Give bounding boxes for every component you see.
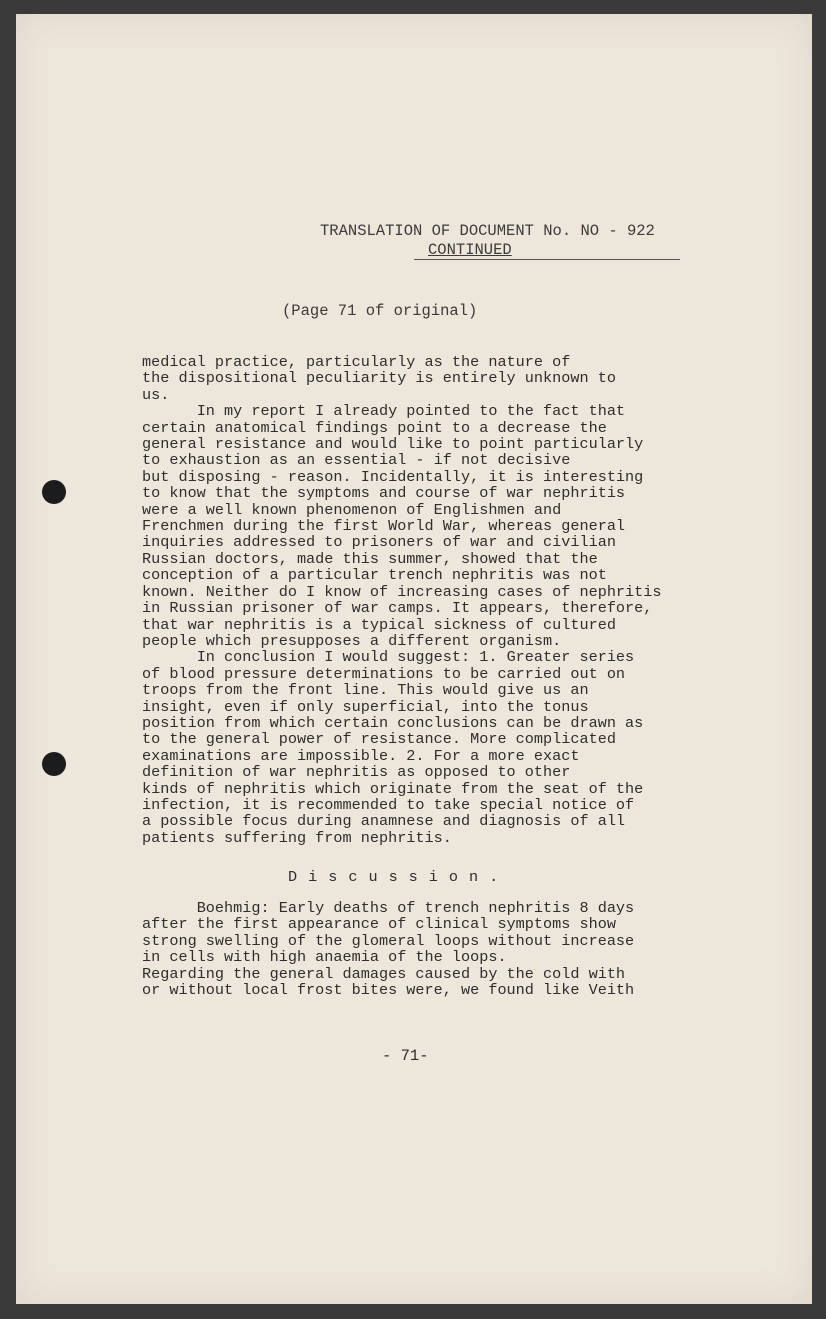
paragraph: In my report I already pointed to the fact that certain anatomical findings point to a decrease the general resistance and would like to point particularly to exhaustion as an essential - if not decisive but disposing - reason. Incidentally, it is interesting to know that the symptoms and course of war nephritis were a well known phenomenon of Englishmen and Frenchmen during the first World War, whereas general inquiries addressed to prisoners of war and civilian Russian doctors, made this summer, showed that the conception of a particular trench nephritis was not known. Neither do I know of increasing cases of nephritis in Russian prisoner of war camps. It appears, therefore, that war nephritis is a typical sickness of cultured people which presupposes a different organism. xyxy=(142,402,662,650)
paragraph: Boehmig: Early deaths of trench nephritis 8 days after the first appearance of clinical symptoms show strong swelling of the glomeral loops without increase in cells with high anaemia of the loops. Regarding the general damages caused by the cold with or without local frost bites were, we found like Veith xyxy=(142,899,635,1000)
punch-hole-top xyxy=(42,480,66,504)
paragraph: In conclusion I would suggest: 1. Greater series of blood pressure determinations to be carried out on troops from the front line. This would give us an insight, even if only superficial, into the tonus position from which certain conclusions can be drawn as to the general power of resistance. More complicated examinations are impossible. 2. For a more exact definition of war nephritis as opposed to other kinds of nephritis which originate from the seat of the infection, it is recommended to take special notice of a possible focus during anamnese and diagnosis of all patients suffering from nephritis. xyxy=(142,648,644,847)
header-continued: CONTINUED xyxy=(428,241,512,259)
paragraph: medical practice, particularly as the nature of the dispositional peculiarity is entirely unknown to us. xyxy=(142,353,616,404)
document-header xyxy=(320,222,720,260)
page-reference: (Page 71 of original) xyxy=(282,302,478,320)
header-underline xyxy=(414,259,680,260)
body-text xyxy=(142,354,742,846)
header-title: TRANSLATION OF DOCUMENT No. NO - 922 xyxy=(320,222,655,240)
punch-hole-bottom xyxy=(42,752,66,776)
discussion-text xyxy=(142,900,742,998)
discussion-title: Discussion. xyxy=(288,868,510,886)
page-number: - 71- xyxy=(382,1047,429,1065)
